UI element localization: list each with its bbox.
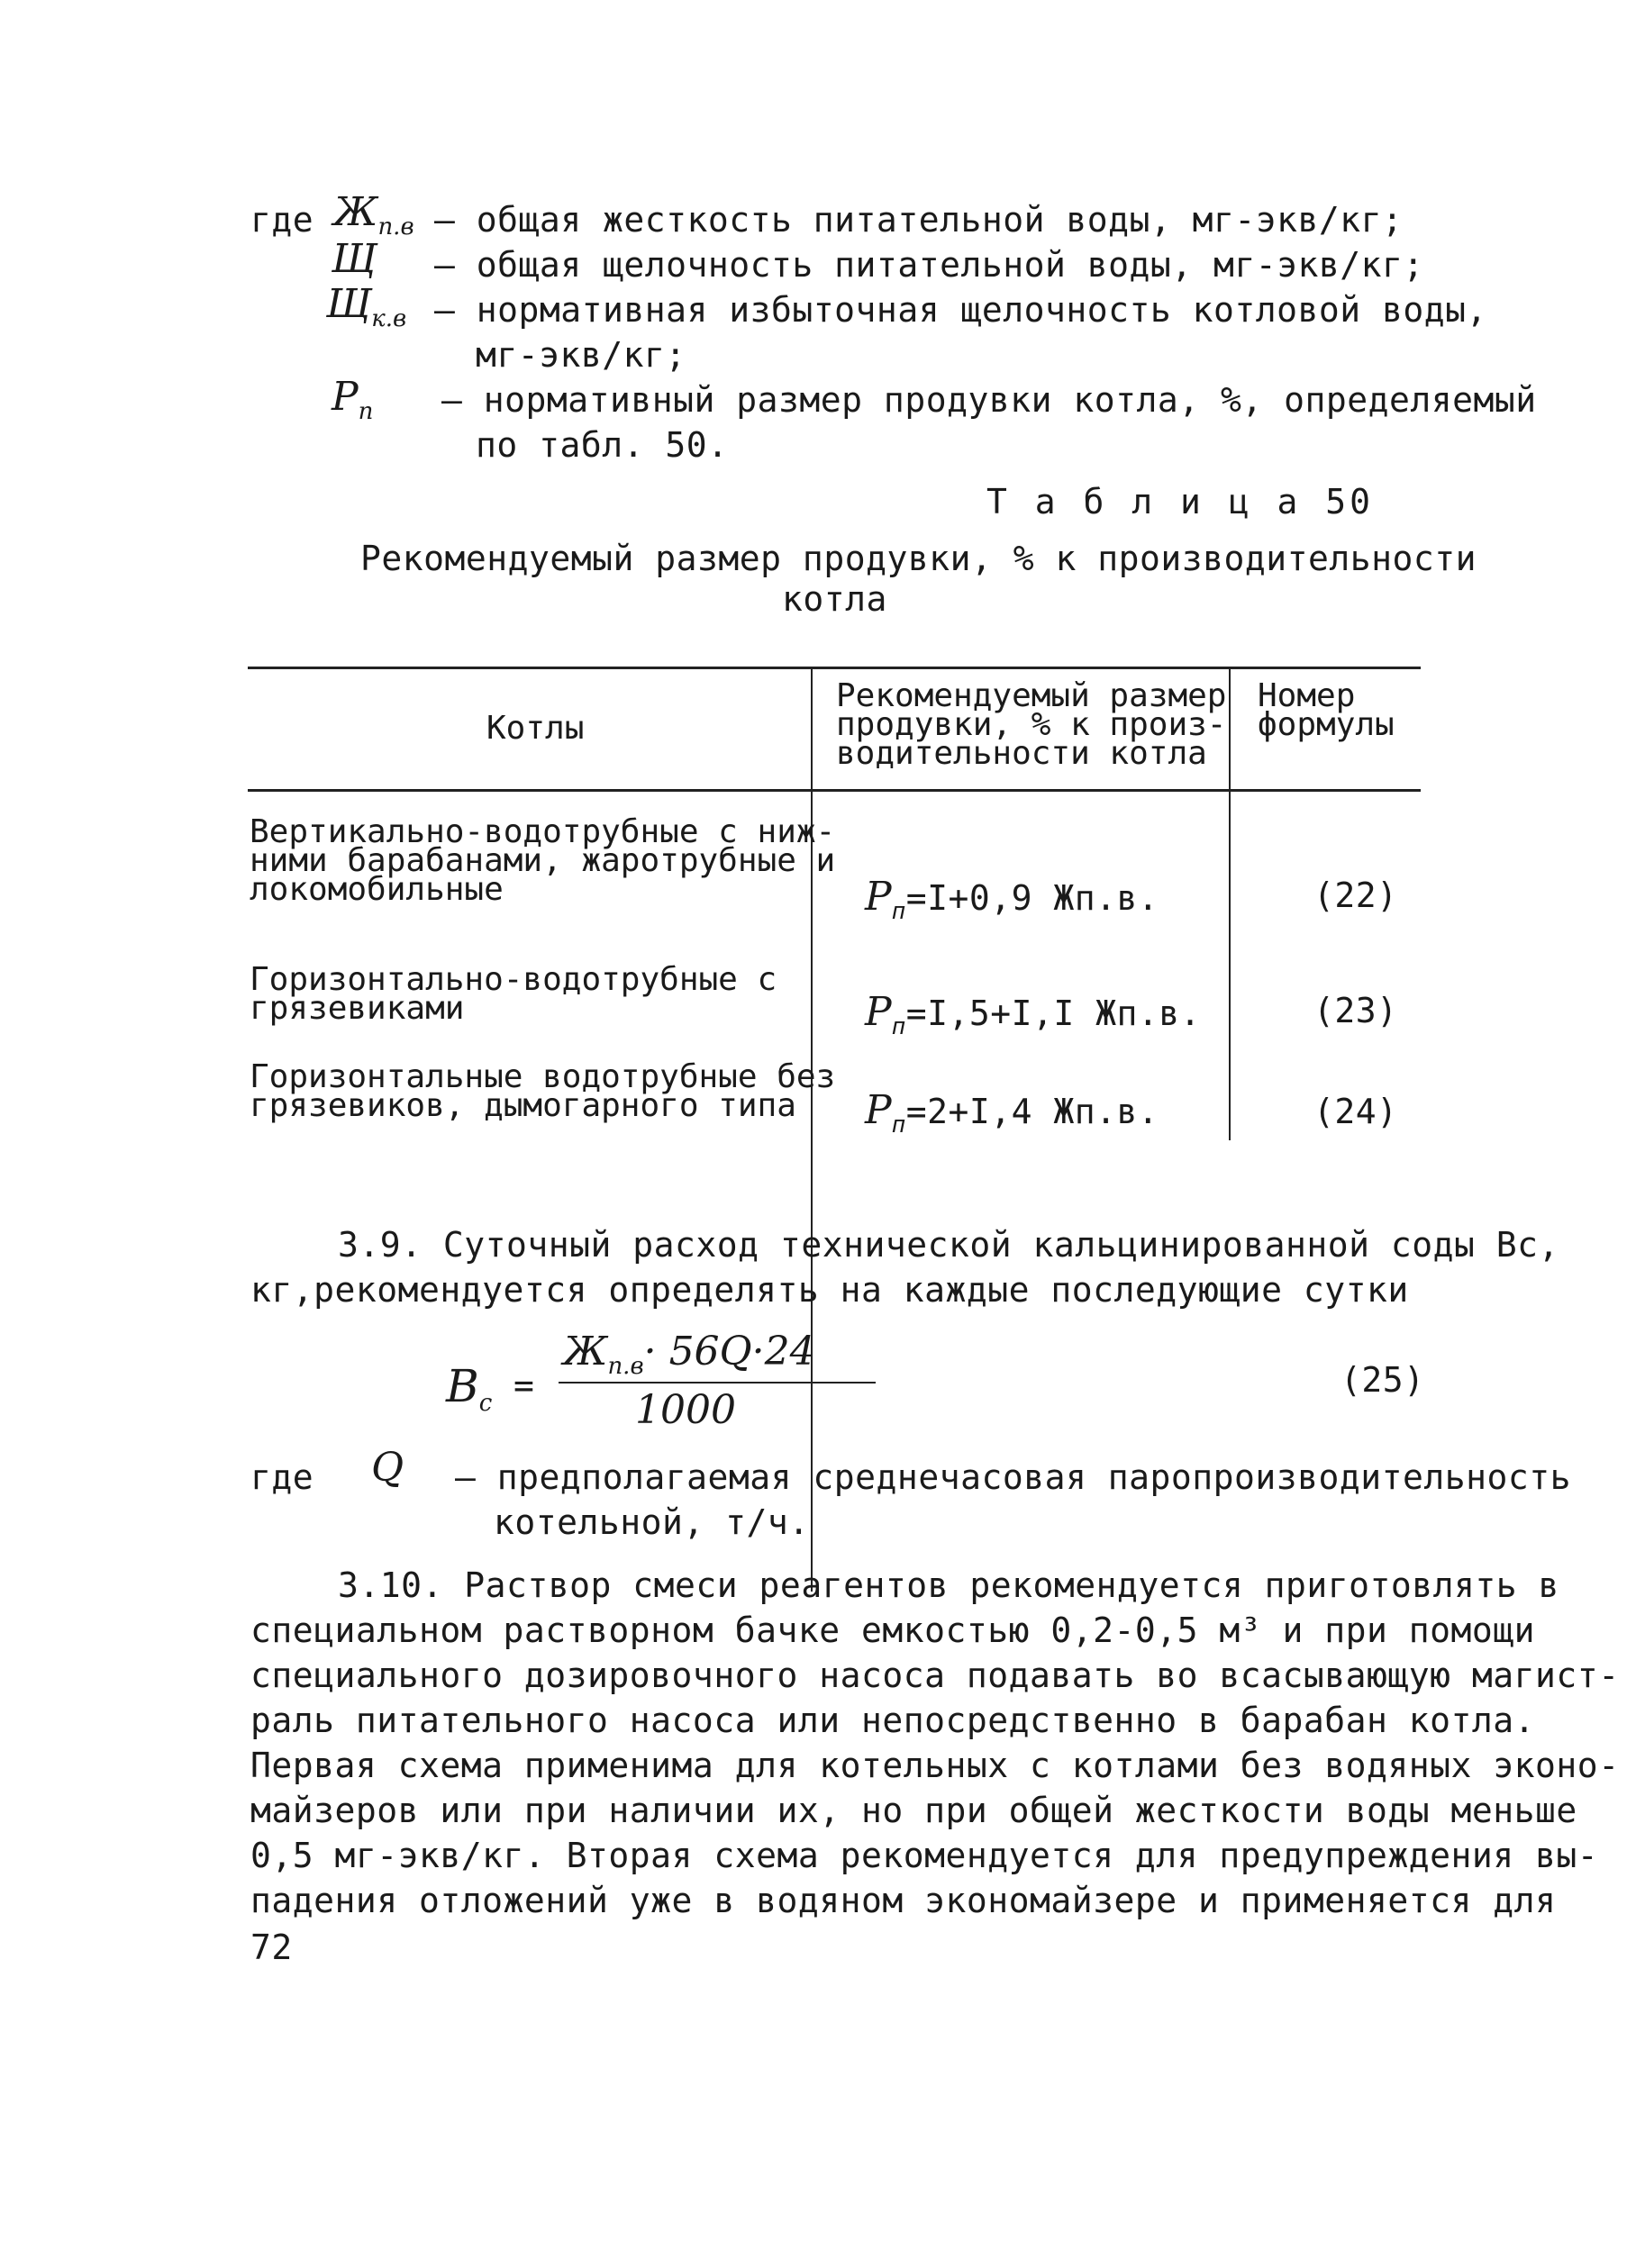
page-number: 72: [250, 1928, 293, 1967]
table-row-number-2: (23): [1313, 991, 1398, 1030]
header-formula-number: Номер формулы: [1258, 677, 1395, 743]
table-row-number-1: (22): [1313, 875, 1398, 915]
table-row-formula-1: $Р_п=I+0,9$ Жп.в.: [865, 874, 1159, 925]
table-row-number-3: (24): [1313, 1092, 1398, 1131]
definition-q-cont: котельной, т/ч.: [494, 1502, 810, 1542]
definition-shch-kv: – нормативная избыточная щелочность котловой воды,: [434, 290, 1487, 330]
equation-equals: =: [513, 1365, 535, 1405]
section-3-10-line1: 3.10. Раствор смеси реагентов рекомендуется приготовлять в: [338, 1565, 1559, 1605]
table-row-formula-2: $Р_п=I,5+I,I$ Жп.в.: [865, 989, 1202, 1040]
section-3-10-line6: майзеров или при наличии их, но при общей жесткости воды меньше: [250, 1791, 1577, 1830]
symbol-q: Q: [371, 1445, 404, 1491]
table-row-boiler-3: Горизонтальные водотрубные без грязевиков, дымогарного типа: [250, 1058, 836, 1124]
header-boilers: Котлы: [486, 710, 585, 747]
table-label: Т а б л и ц а 50: [986, 482, 1375, 522]
section-3-9-line1: 3.9. Суточный расход технической кальцинированной соды Вс,: [338, 1225, 1559, 1265]
table-row-formula-3: $Р_п=2+I,4$ Жп.в.: [865, 1087, 1159, 1139]
equation-denominator: 1000: [635, 1387, 736, 1433]
symbol-pp: $Р_п$: [332, 374, 374, 425]
table-caption-line1: Рекомендуемый размер продувки, % к производительности: [360, 539, 1477, 578]
header-recommended-size: Рекомендуемый размер продувки, % к произ- водительности котла: [836, 677, 1227, 772]
section-3-10-line3: специального дозировочного насоса подавать во всасывающую магист-: [250, 1656, 1620, 1695]
where-label-2: где: [250, 1457, 314, 1497]
definition-pp: – нормативный размер продувки котла, %, определяемый: [441, 380, 1537, 420]
where-label-1: где: [250, 200, 314, 240]
equation-number: (25): [1341, 1360, 1425, 1400]
section-3-10-line4: раль питательного насоса или непосредственно в барабан котла.: [250, 1701, 1536, 1740]
equation-fraction-bar: [559, 1382, 876, 1383]
section-3-10-line8: падения отложений уже в водяном экономайзере и применяется для: [250, 1881, 1557, 1920]
definition-pp-cont: по табл. 50.: [476, 425, 729, 465]
definition-q: – предполагаемая среднечасовая паропроизводительность: [455, 1457, 1572, 1497]
section-3-10-line7: 0,5 мг-экв/кг. Вторая схема рекомендуется для предупреждения вы-: [250, 1836, 1599, 1875]
definition-zh-pv: – общая жесткость питательной воды, мг-экв/кг;: [434, 200, 1404, 240]
equation-numerator: $Ж_{п.в}\cdot 56Q\cdot 24$: [563, 1329, 815, 1380]
section-3-9-line2: кг,рекомендуется определять на каждые последующие сутки: [250, 1270, 1409, 1310]
section-3-10-line5: Первая схема применима для котельных с котлами без водяных эконо-: [250, 1746, 1620, 1785]
table-caption-line2: котла: [782, 579, 887, 619]
definition-shch-kv-cont: мг-экв/кг;: [476, 335, 686, 375]
table-top-rule: [248, 667, 1421, 669]
table-column-divider-1: [811, 668, 813, 1592]
symbol-shch-kv: $Щ_{к.в}$: [326, 281, 407, 332]
symbol-zh-pv: $Ж_{п.в}$: [333, 189, 414, 240]
equation-lhs: $В_с$: [446, 1360, 493, 1417]
symbol-shch: Щ: [332, 236, 377, 282]
table-header-rule: [248, 789, 1421, 792]
table-column-divider-2: [1229, 668, 1231, 1140]
table-row-boiler-2: Горизонтально-водотрубные с грязевиками: [250, 961, 777, 1027]
section-3-10-line2: специальном растворном бачке емкостью 0,2-0,5 м³ и при помощи: [250, 1610, 1536, 1650]
definition-shch: – общая щелочность питательной воды, мг-экв/кг;: [434, 245, 1424, 285]
table-row-boiler-1: Вертикально-водотрубные с ниж- ними барабанами, жаротрубные и локомобильные: [250, 813, 836, 908]
